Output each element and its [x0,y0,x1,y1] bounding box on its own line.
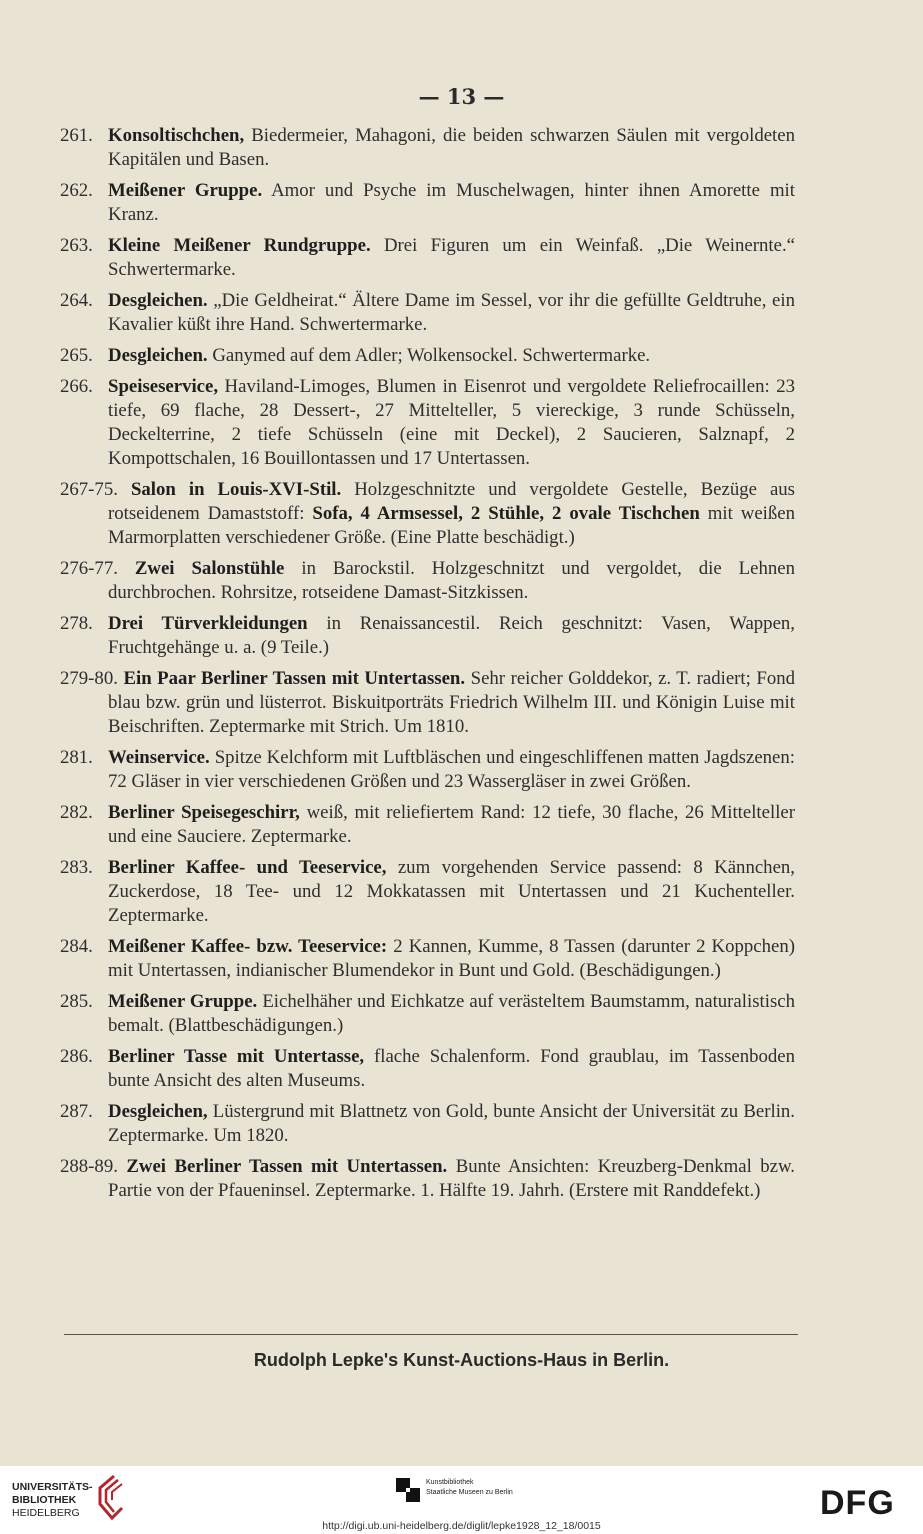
entry-title: Zwei Salonstühle [134,558,285,579]
catalog-entry [60,375,795,471]
catalog-entry [60,344,795,368]
catalog-entry [60,1100,795,1148]
catalog-entry [60,990,795,1038]
entry-title: Meißener Gruppe. [108,180,263,201]
kunstbibliothek-label[interactable] [426,1478,513,1498]
catalog-entry [60,179,795,227]
entry-title: Desgleichen, [108,1101,208,1122]
entry-description: Ganymed auf dem Adler; Wolkensockel. Schwertermarke. [207,345,651,366]
entry-description: Lüstergrund mit Blattnetz von Gold, bunte Ansicht der Universität zu Berlin. Zeptermarke. Um 1820. [108,1101,795,1146]
catalog-entry [60,124,795,172]
entry-description: zum vorgehenden Service passend: 8 Kännchen, Zuckerdose, 18 Tee- und 12 Mokkatassen mit Untertassen und 21 Kuchenteller. Zeptermarke. [108,857,795,926]
kunstbibliothek-line-2: Staatliche Museen zu Berlin [426,1489,513,1496]
entry-title: Meißener Kaffee- bzw. Teeservice: [108,936,388,957]
entry-number: 283. [60,857,93,878]
entry-number: 281. [60,747,93,768]
entry-description: Bunte Ansichten: Kreuzberg-Denkmal bzw. Partie von der Pfaueninsel. Zeptermarke. 1. Hälfte 19. Jahrh. (Erstere mit Randdefekt.) [108,1156,795,1201]
kunstbibliothek-line-1: Kunstbibliothek [426,1479,474,1486]
entry-title: Desgleichen. [108,290,208,311]
entry-description: Holzgeschnitzte und vergoldete Gestelle, Bezüge aus rotseidenem Damaststoff: [108,479,795,524]
publisher-line: Rudolph Lepke's Kunst-Auctions-Haus in Berlin. [253,1350,670,1370]
entry-description: 2 Kannen, Kumme, 8 Tassen (darunter 2 Koppchen) mit Untertassen, indianischer Blumendekor in Bunt und Gold. (Beschädigungen.) [108,936,795,981]
catalog-entry [60,856,795,928]
entry-description: Sehr reicher Golddekor, z. T. radiert; Fond blau bzw. grün und lüsterrot. Biskuitporträts Friedrich Wilhelm III. und Königin Luise mit Beischriften. Zeptermarke mit Strich. Um 1810. [108,668,796,737]
footer-rule [64,1334,798,1335]
entry-description-continued: mit weißen Marmorplatten verschiedener Größe. (Eine Platte beschädigt.) [108,503,795,548]
entry-description: Haviland-Limoges, Blumen in Eisenrot und vergoldete Reliefrocaillen: 23 tiefe, 69 flache, 28 Dessert-, 27 Mittelteller, 5 viereckige, 3 runde Schüsseln, Deckelterrine, 2 tiefe Schüsseln (eine mit Deckel), 2 Saucieren, Salznapf, 2 Kompottschalen, 16 Bouillontassen und 17 Untertassen. [108,376,795,469]
entry-description: flache Schalenform. Fond graublau, im Tassenboden bunte Ansicht des alten Museums. [108,1046,795,1091]
entry-title: Speiseservice, [108,376,219,397]
entry-title: Kleine Meißener Rundgruppe. [108,235,371,256]
university-line-3: HEIDELBERG [12,1507,80,1519]
catalog-entry [60,612,795,660]
entry-number: 282. [60,802,93,823]
entry-number: 263. [60,235,93,256]
entry-description: Eichelhäher und Eichkatze auf verästeltem Baumstamm, naturalistisch bemalt. (Blattbeschädigungen.) [108,991,795,1036]
entry-number: 278. [60,613,93,634]
entry-title: Berliner Speisegeschirr, [108,802,300,823]
university-logo-icon [92,1474,128,1524]
entry-title: Konsoltischchen, [108,125,245,146]
catalog-entry [60,935,795,983]
entry-description: Drei Figuren um ein Weinfaß. „Die Weinernte.“ Schwertermarke. [108,235,795,280]
entry-title: Weinservice. [108,747,210,768]
entry-title: Salon in Louis-XVI-Stil. [130,479,342,500]
entry-description: in Barockstil. Holzgeschnitzt und vergoldet, die Lehnen durchbrochen. Rohrsitze, rotseidene Damast-Sitzkissen. [108,558,795,603]
catalog-entry [60,234,795,282]
kunstbibliothek-logo-icon [396,1478,420,1502]
entry-description: Amor und Psyche im Muschelwagen, hinter ihnen Amorette mit Kranz. [108,180,795,225]
entry-title: Berliner Tasse mit Untertasse, [108,1046,365,1067]
entry-number: 264. [60,290,93,311]
catalog-entry [60,478,795,550]
page-number: — 13 — [418,84,505,109]
dfg-logo[interactable]: DFG [820,1484,895,1522]
entry-description: in Renaissancestil. Reich geschnitzt: Vasen, Wappen, Fruchtgehänge u. a. (9 Teile.) [108,613,795,658]
catalog-entry [60,801,795,849]
entry-title: Berliner Kaffee- und Teeservice, [108,857,387,878]
entry-number: 267-75. [60,479,118,500]
entry-title: Meißener Gruppe. [108,991,258,1012]
entry-title: Zwei Berliner Tassen mit Untertassen. [126,1156,448,1177]
entry-number: 285. [60,991,93,1012]
catalog-entry [60,1045,795,1093]
entry-description: „Die Geldheirat.“ Ältere Dame im Sessel, vor ihr die gefüllte Geldtruhe, ein Kavalier küßt ihre Hand. Schwertermarke. [108,290,795,335]
entry-number: 261. [60,125,93,146]
catalog-entry [60,289,795,337]
entry-number: 262. [60,180,93,201]
entry-highlight: Sofa, 4 Armsessel, 2 Stühle, 2 ovale Tischchen [312,503,700,524]
university-line-2: BIBLIOTHEK [12,1494,77,1506]
entry-description: Biedermeier, Mahagoni, die beiden schwarzen Säulen mit vergoldeten Kapitälen und Basen. [108,125,795,170]
entry-title: Drei Türverkleidungen [108,613,308,634]
entry-number: 287. [60,1101,93,1122]
catalog-entry [60,557,795,605]
entry-number: 288-89. [60,1156,118,1177]
catalog-entries [60,124,795,1210]
entry-number: 284. [60,936,93,957]
catalog-entry [60,1155,795,1203]
entry-title: Ein Paar Berliner Tassen mit Untertassen. [123,668,466,689]
entry-description: weiß, mit reliefiertem Rand: 12 tiefe, 30 flache, 26 Mittelteller und eine Sauciere. Zeptermarke. [108,802,796,847]
entry-title: Desgleichen. [108,345,208,366]
entry-number: 276-77. [60,558,118,579]
entry-description: Spitze Kelchform mit Luftbläschen und eingeschliffenen matten Jagdszenen: 72 Gläser in vier verschiedenen Größen und 23 Wassergläser in zwei Größen. [108,747,795,792]
university-library-label[interactable] [12,1481,93,1520]
entry-number: 279-80. [60,668,118,689]
entry-number: 286. [60,1046,93,1067]
catalog-entry [60,667,795,739]
page-url[interactable]: http://digi.ub.uni-heidelberg.de/diglit/lepke1928_12_18/0015 [322,1520,601,1532]
entry-number: 266. [60,376,93,397]
university-line-1: UNIVERSITÄTS- [12,1481,93,1493]
catalog-entry [60,746,795,794]
entry-number: 265. [60,345,93,366]
